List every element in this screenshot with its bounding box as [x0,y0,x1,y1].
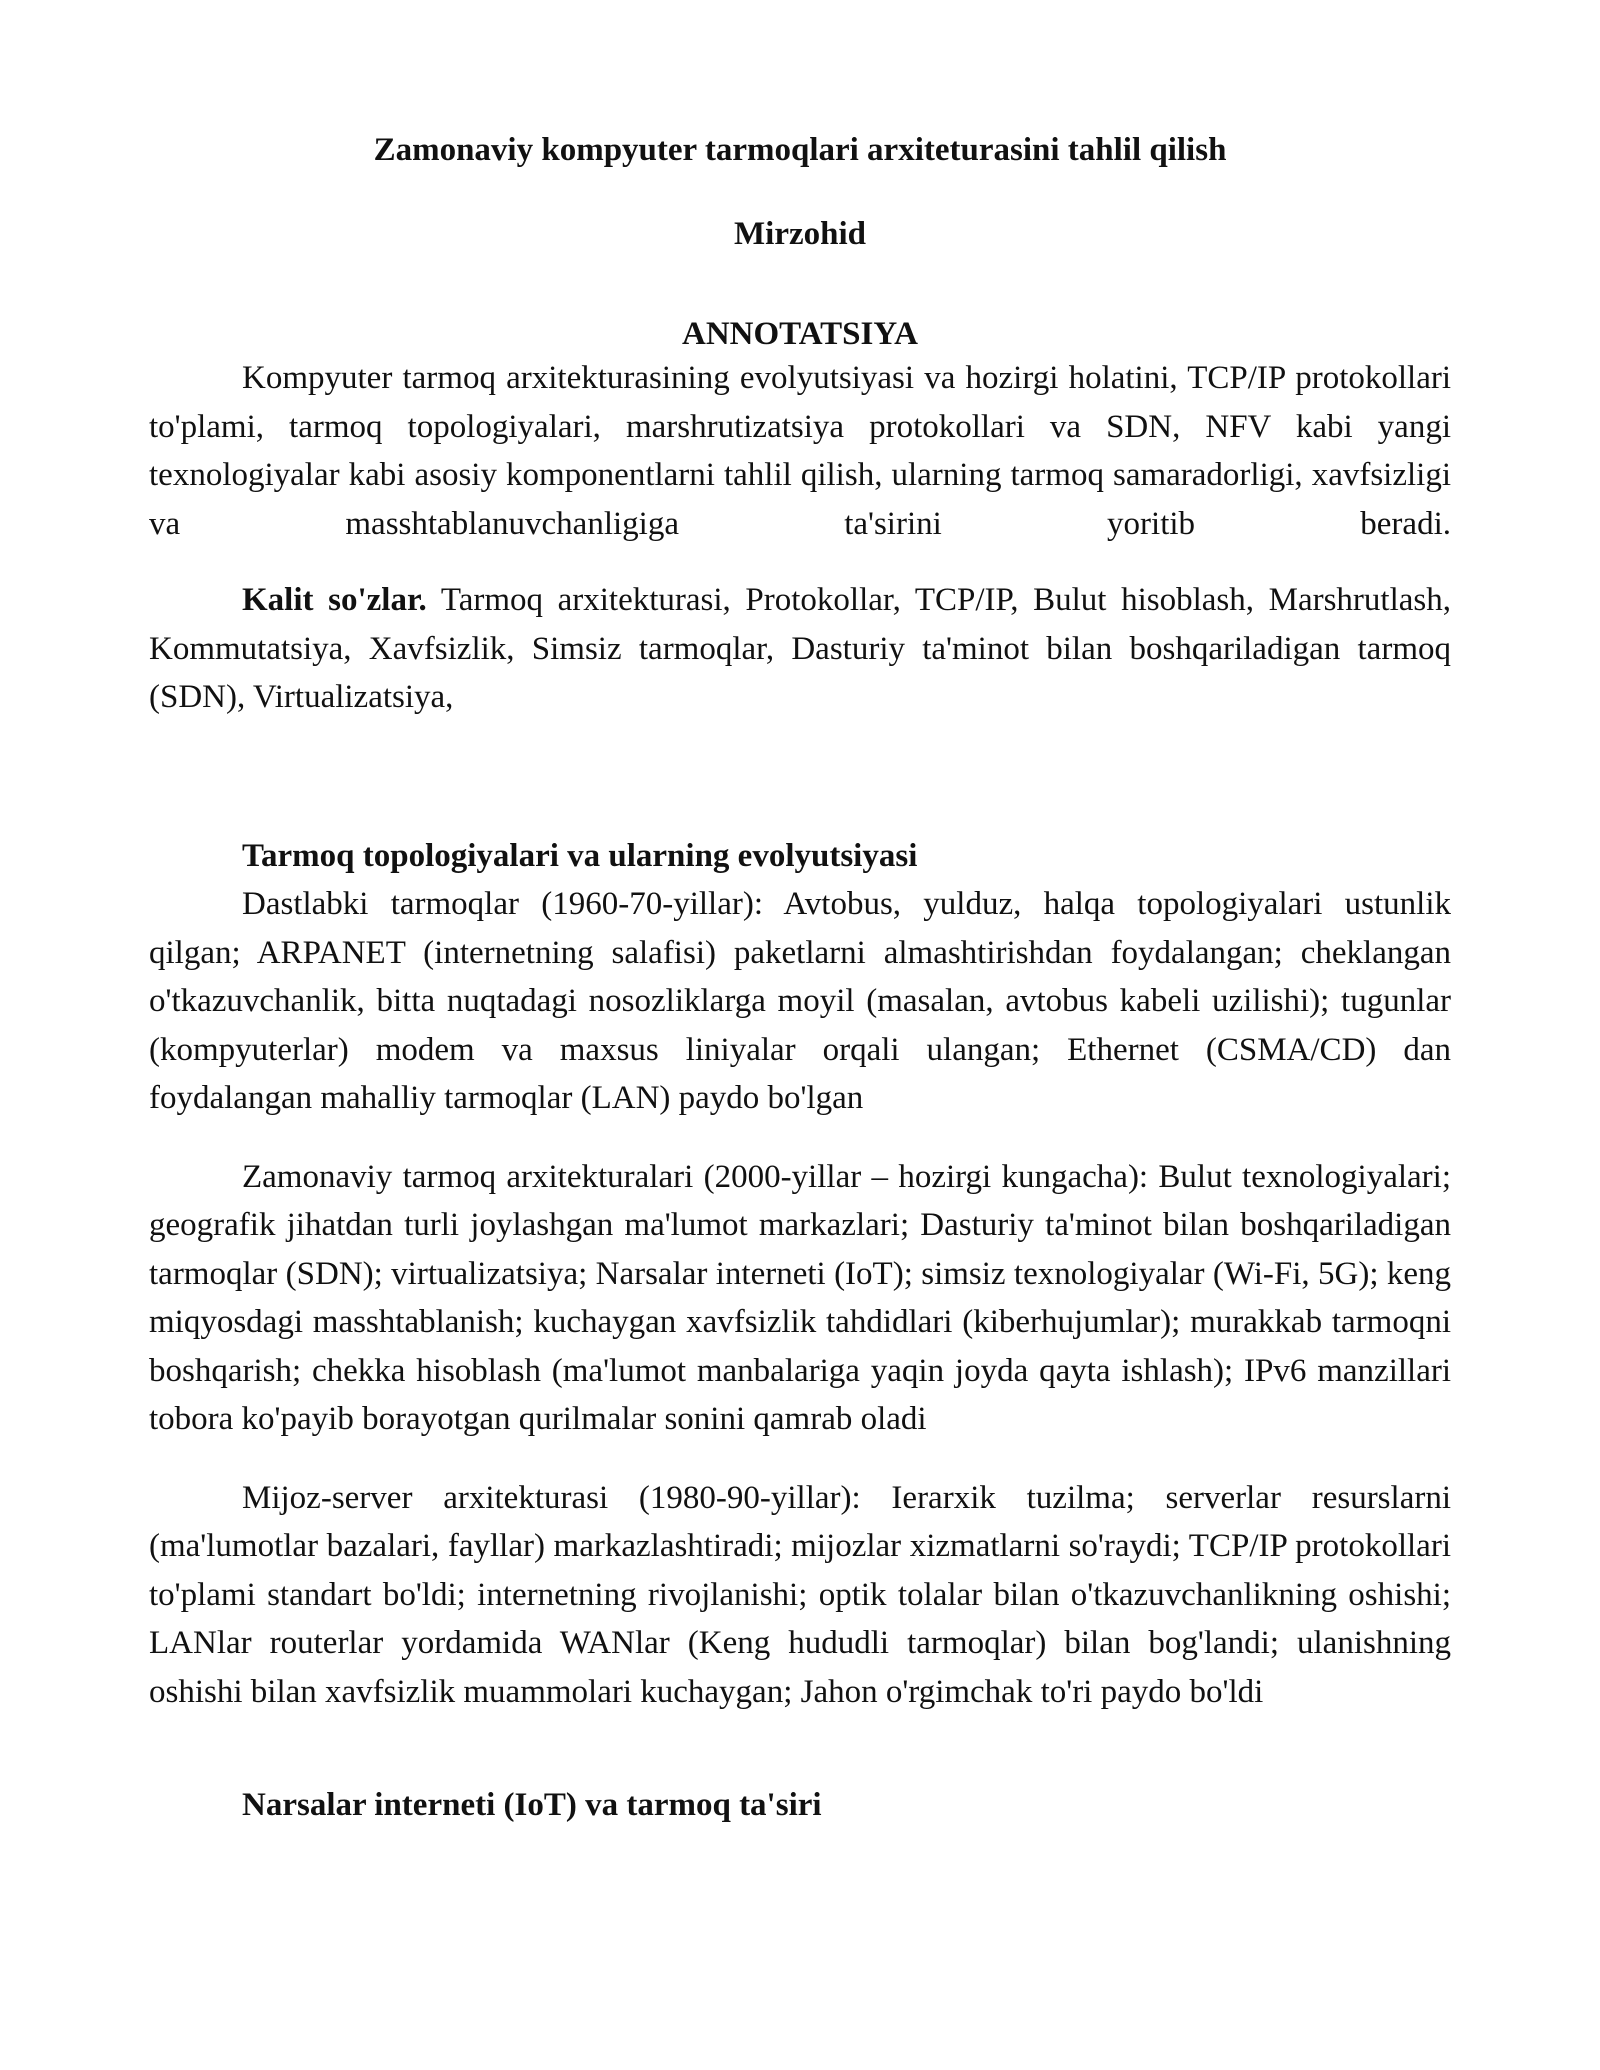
abstract-heading: ANNOTATSIYA [682,316,918,352]
paragraph-early-networks: Dastlabki tarmoqlar (1960-70-yillar): Avtobus, yulduz, halqa topologiyalari ustunlik qilgan; ARPANET (internetning salafisi) paketlarni almashtirishdan foydalangan; cheklangan o'tkazuvchanlik, bitta nuqtadagi nosozliklarga moyil (masalan, avtobus kabeli uzilishi); tugunlar (kompyuterlar) modem va maxsus liniyalar orqali ulangan; Ethernet (CSMA/CD) dan foydalangan mahalliy tarmoqlar (LAN) paydo bo'lgan [149,886,1451,1116]
keywords-label: Kalit so'zlar. [242,582,427,618]
document-content [149,130,1451,1830]
keywords-paragraph [149,576,1451,722]
abstract-paragraph: Kompyuter tarmoq arxitekturasining evolyutsiyasi va hozirgi holatini, TCP/IP protokollari to'plami, tarmoq topologiyalari, marshrutizatsiya protokollari va SDN, NFV kabi yangi texnologiyalar kabi asosiy komponentlarni tahlil qilish, ularning tarmoq samaradorligi, xavfsizligi va masshtablanuvchanligiga ta'sirini yoritib beradi. [149,360,1451,542]
section-heading-topologies: Tarmoq topologiyalari va ularning evolyutsiyasi [242,837,918,874]
author-name: Mirzohid [734,216,866,252]
section-heading-iot: Narsalar interneti (IoT) va tarmoq ta'siri [242,1787,822,1823]
document-title: Zamonaviy kompyuter tarmoqlari arxiteturasini tahlil qilish [373,132,1227,168]
keywords-list: Tarmoq arxitekturasi, Protokollar, TCP/IP, Bulut hisoblash, Marshrutlash, Kommutatsiya, Xavfsizlik, Simsiz tarmoqlar, Dasturiy ta'minot bilan boshqariladigan tarmoq (SDN), Virtualizatsiya, [149,582,1451,715]
paragraph-modern-architectures: Zamonaviy tarmoq arxitekturalari (2000-yillar – hozirgi kungacha): Bulut texnologiyalari; geografik jihatdan turli joylashgan ma'lumot markazlari; Dasturiy ta'minot bilan boshqariladigan tarmoqlar (SDN); virtualizatsiya; Narsalar interneti (IoT); simsiz texnologiyalar (Wi-Fi, 5G); keng miqyosdagi masshtablanish; kuchaygan xavfsizlik tahdidlari (kiberhujumlar); murakkab tarmoqni boshqarish; chekka hisoblash (ma'lumot manbalariga yaqin joyda qayta ishlash); IPv6 manzillari tobora ko'payib borayotgan qurilmalar sonini qamrab oladi [149,1158,1451,1437]
paragraph-client-server: Mijoz-server arxitekturasi (1980-90-yillar): Ierarxik tuzilma; serverlar resurslarni (ma'lumotlar bazalari, fayllar) markazlashtiradi; mijozlar xizmatlarni so'raydi; TCP/IP protokollari to'plami standart bo'ldi; internetning rivojlanishi; optik tolalar bilan o'tkazuvchanlikning oshishi; LANlar routerlar yordamida WANlar (Keng hududli tarmoqlar) bilan bog'landi; ulanishning oshishi bilan xavfsizlik muammolari kuchaygan; Jahon o'rgimchak to'ri paydo bo'ldi [149,1479,1451,1710]
